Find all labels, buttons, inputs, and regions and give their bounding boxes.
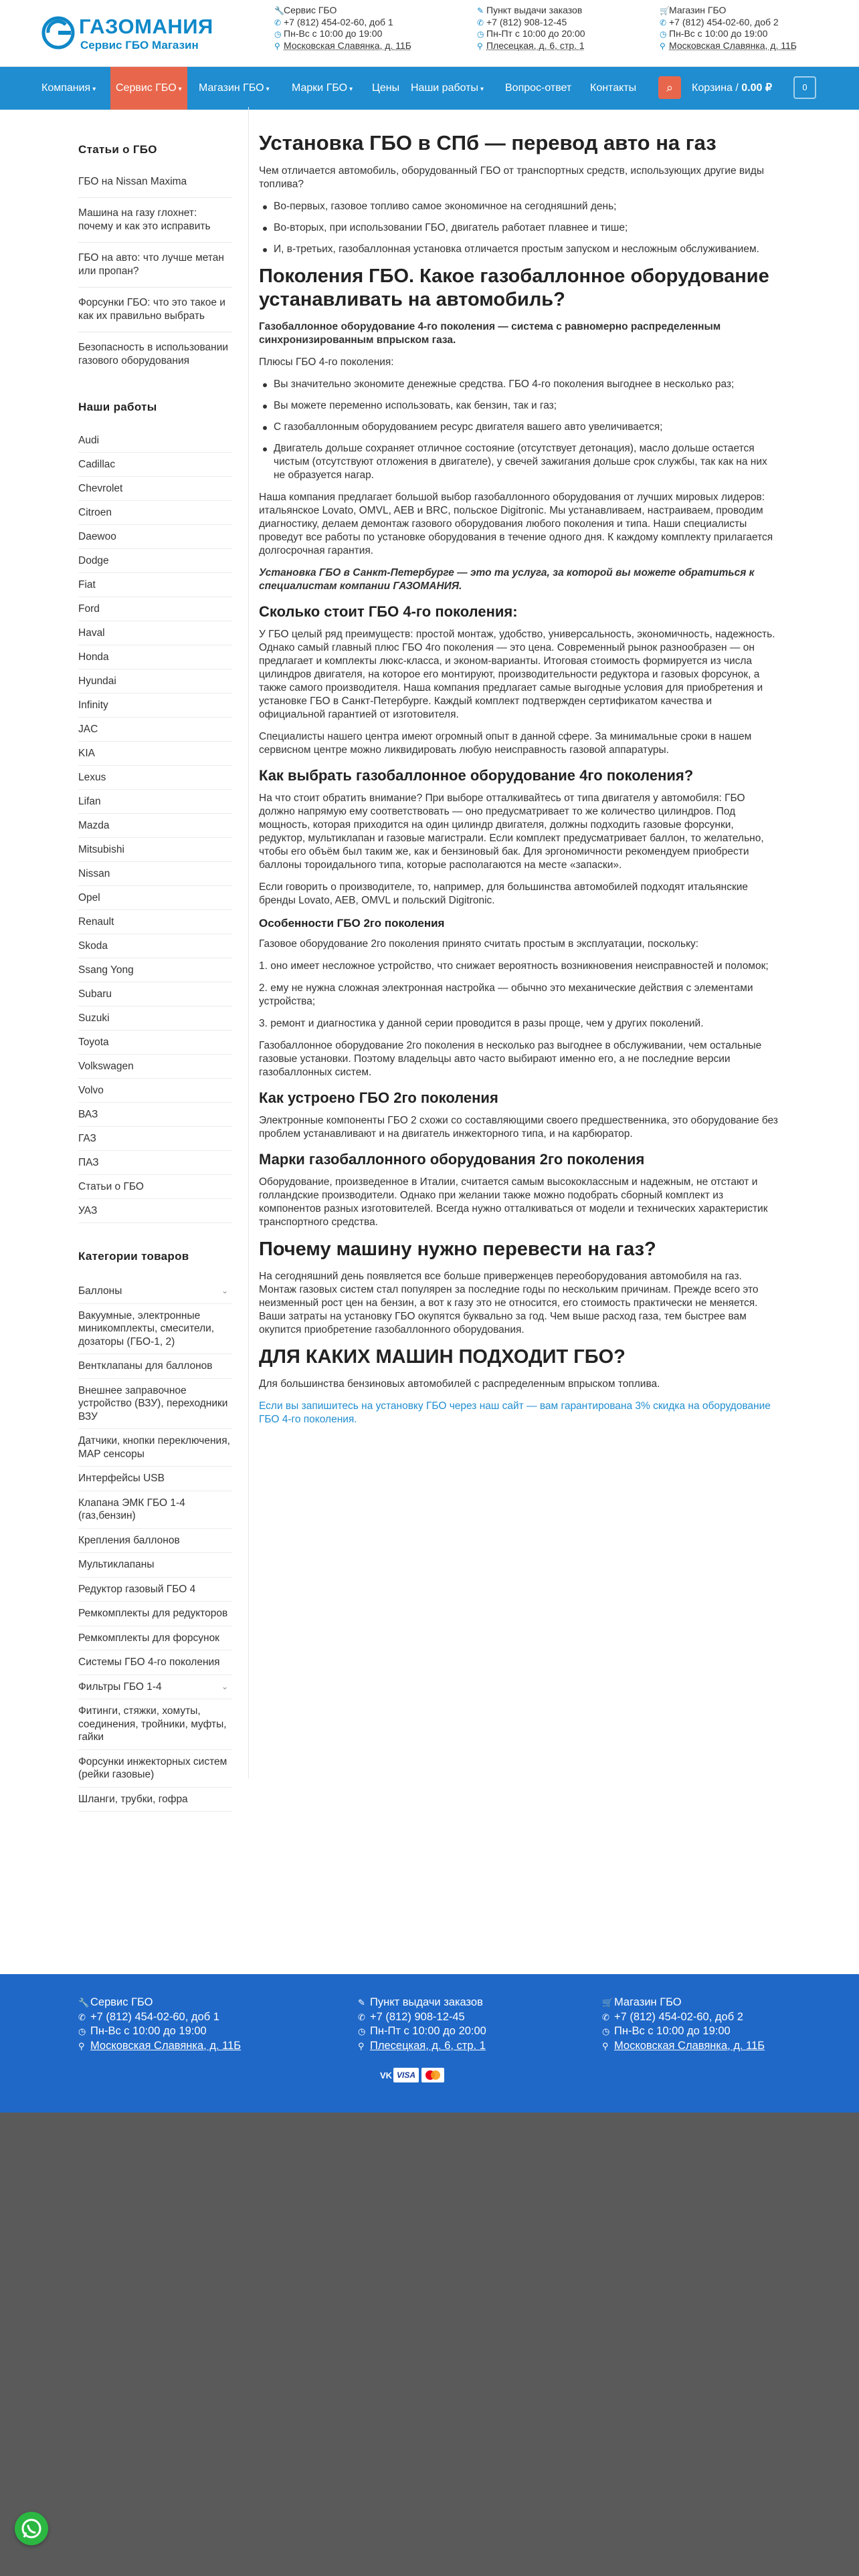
category-label: Ремкомплекты для форсунок — [78, 1632, 219, 1644]
section-heading: Марки газобаллонного оборудования 2го поколения — [259, 1151, 645, 1168]
sidebar-works-list — [78, 429, 232, 1223]
contact-phone[interactable]: +7 (812) 908-12-45 — [486, 16, 567, 27]
paragraph: Для большинства бензиновых автомобилей с распределенным впрыском топлива. — [259, 1378, 660, 1390]
list-item: Во-первых, газовое топливо самое экономичное на сегодняшний день; — [259, 200, 781, 213]
category-label: Крепления баллонов — [78, 1534, 180, 1546]
contact-name: Магазин ГБО — [614, 1996, 682, 2008]
sidebar-category-link[interactable] — [78, 1553, 232, 1578]
site-header — [0, 0, 859, 67]
nav-company[interactable]: Компания ▾ — [41, 82, 96, 94]
sidebar-work-link[interactable]: ПАЗ — [78, 1151, 232, 1175]
paragraph: У ГБО целый ряд преимуществ: простой монтаж, удобство, универсальность, экономичность, надежность. Однако самый главный плюс ГБО 4го поколения — это цена. Современный рынок разнообразен — он предлагает и комплекты люкс-класса, и эконом-варианты. Итоговая стоимость формируется из числа цилиндров двигателя, на которое его монтируют, производительности редуктора и газовых форсунок, а также самого производителя. Наша компания предлагает самые выгодные условия для приобретения и установке ГБО в Санкт-Петербурге. Каждый комплект подтвержден сертификатом качества и официальной гарантией от изготовителя. — [259, 629, 775, 720]
sidebar-work-link[interactable]: ГАЗ — [78, 1127, 232, 1151]
paragraph: Электронные компоненты ГБО 2 схожи со составляющими своего предшественника, это оборудование без проблем устанавливают и на двигатель инжекторного типа, и на карбюратор. — [259, 1115, 778, 1140]
cart-link[interactable] — [692, 67, 772, 110]
paragraph: Если говорить о производителе, то, например, для большинства автомобилей подходят итальянские бренды Lovato, AEB, OMVL и польский Digitronic. — [259, 881, 749, 906]
sidebar-work-link[interactable]: Toyota — [78, 1031, 232, 1055]
paragraph: Плюсы ГБО 4-го поколения: — [259, 356, 394, 368]
contact-phone[interactable]: +7 (812) 454-02-60, доб 2 — [614, 2010, 743, 2023]
cart-label: Корзина / — [692, 82, 739, 94]
list-item: Двигатель дольше сохраняет отличное состояние (отсутствует детонация), масло дольше остается чистым (отсутствуют отложения в двигателе), у свечей зажигания дольше срок службы, так как на них не образуется нагар. — [259, 442, 781, 482]
contact-name: Пункт выдачи заказов — [486, 5, 583, 15]
list-item: С газобаллонным оборудованием ресурс двигателя вашего авто увеличивается; — [259, 421, 781, 434]
nav-faq[interactable]: Вопрос-ответ — [505, 82, 572, 94]
sidebar-article-link[interactable]: ГБО на авто: что лучше метан или пропан? — [78, 243, 232, 288]
sidebar-work-link[interactable]: Suzuki — [78, 1006, 232, 1031]
sidebar-article-link[interactable]: ГБО на Nissan Maxima — [78, 175, 232, 198]
map-pin-icon: ⚲ — [602, 2040, 609, 2051]
chevron-down-icon: ▾ — [480, 86, 484, 93]
phone-icon: ✆ — [660, 17, 667, 27]
map-pin-icon: ⚲ — [274, 41, 280, 51]
sidebar-category-link[interactable] — [78, 1578, 232, 1602]
section-heading: ДЛЯ КАКИХ МАШИН ПОДХОДИТ ГБО? — [259, 1346, 626, 1368]
cart-count: 0 — [802, 82, 807, 92]
paragraph: На сегодняшний день появляется все больше приверженцев переоборудования автомобиля на газ. Монтаж газовых систем стал популярен за последние годы по нескольким причинам. Прежде всего это неизменный рост цен на бензин, а вот к газу это не относится, его стоимость практически не меняется. Ваши затраты на установку ГБО окупятся буквально за год. Чем выше расход газа, тем быстрее вам окупится приобретение газобаллонного оборудования. — [259, 1271, 759, 1335]
mastercard-icon — [421, 2068, 444, 2082]
chevron-down-icon: ▾ — [349, 86, 353, 93]
nav-service[interactable]: Сервис ГБО ▾ — [110, 67, 187, 110]
sidebar-articles-title: Статьи о ГБО — [78, 143, 157, 156]
footer-contact-service — [78, 1996, 241, 2053]
whatsapp-button[interactable] — [15, 2512, 48, 2545]
whatsapp-icon — [15, 2512, 48, 2545]
list-item: Вы значительно экономите денежные средства. ГБО 4-го поколения выгоднее в несколько раз; — [259, 378, 781, 391]
sidebar — [78, 143, 232, 1812]
chevron-down-icon: ▾ — [266, 86, 270, 93]
paragraph: 1. оно имеет несложное устройство, что снижает вероятность возникновения неисправностей и поломок; — [259, 960, 769, 972]
header-contact-shop — [660, 5, 797, 51]
discount-link[interactable]: Если вы запишитесь на установку ГБО через наш сайт — вам гарантирована 3% скидка на оборудование ГБО 4-го поколения. — [259, 1400, 771, 1425]
sidebar-works-title: Наши работы — [78, 401, 157, 413]
sidebar-work-link[interactable]: JAC — [78, 718, 232, 742]
paragraph: 2. ему не нужна сложная электронная настройка — обычно это механические действия с элементами устройства; — [259, 982, 753, 1007]
sidebar-work-link[interactable]: Mazda — [78, 814, 232, 838]
section-heading: Почему машину нужно перевести на газ? — [259, 1239, 656, 1260]
sidebar-work-link[interactable]: Haval — [78, 621, 232, 645]
sidebar-category-link[interactable] — [78, 1429, 232, 1467]
category-label: Шланги, трубки, гофра — [78, 1793, 188, 1805]
category-label: Внешнее заправочное устройство (ВЗУ), переходники ВЗУ — [78, 1384, 228, 1422]
sidebar-work-link[interactable]: УАЗ — [78, 1199, 232, 1223]
sidebar-category-link[interactable] — [78, 1491, 232, 1529]
map-pin-icon: ⚲ — [358, 2040, 365, 2051]
sidebar-work-link[interactable]: Opel — [78, 886, 232, 910]
contact-name: Сервис ГБО — [284, 5, 337, 15]
search-button[interactable] — [658, 76, 681, 99]
nav-works[interactable]: Наши работы ▾ — [411, 82, 484, 94]
wrench-icon: 🔧 — [78, 1998, 90, 2008]
category-label: Фитинги, стяжки, хомуты, соединения, тройники, муфты, гайки — [78, 1705, 227, 1743]
logo-subtitle: Сервис ГБО Магазин — [80, 39, 199, 51]
sidebar-work-link[interactable]: ВАЗ — [78, 1103, 232, 1127]
sidebar-work-link[interactable]: Lexus — [78, 766, 232, 790]
clock-icon: ◷ — [358, 2026, 366, 2036]
logo-title: ГАЗОМАНИЯ — [79, 15, 213, 38]
chevron-down-icon[interactable]: ⌄ — [221, 1286, 228, 1295]
chevron-down-icon: ▾ — [92, 86, 96, 93]
sidebar-work-link[interactable]: Ssang Yong — [78, 958, 232, 982]
category-label: Ремкомплекты для редукторов — [78, 1608, 228, 1619]
category-label: Вакуумные, электронные миникомплекты, смесители, дозаторы (ГБО-1, 2) — [78, 1309, 215, 1348]
sidebar-work-link[interactable]: Audi — [78, 429, 232, 453]
phone-icon: ✆ — [477, 17, 484, 27]
contact-hours: Пн-Пт с 10:00 до 20:00 — [486, 28, 585, 39]
nav-shop[interactable]: Магазин ГБО ▾ — [199, 82, 270, 94]
cart-count-button[interactable] — [793, 76, 816, 99]
contact-address[interactable]: Московская Славянка, д. 11Б — [90, 2039, 242, 2052]
sidebar-category-link[interactable] — [78, 1467, 232, 1491]
category-label: Редуктор газовый ГБО 4 — [78, 1583, 196, 1595]
visa-icon: VISA — [393, 2068, 419, 2082]
contact-name: Магазин ГБО — [669, 5, 727, 15]
category-label: Мультиклапаны — [78, 1559, 155, 1570]
sidebar-category-link[interactable] — [78, 1650, 232, 1675]
map-pin-icon: ⚲ — [660, 41, 666, 51]
sidebar-work-link[interactable]: Skoda — [78, 934, 232, 958]
page-title: Установка ГБО в СПб — перевод авто на газ — [259, 131, 717, 154]
contact-address[interactable]: Плесецкая, д. 6, стр. 1 — [486, 39, 585, 51]
sidebar-category-link[interactable] — [78, 1379, 232, 1430]
clock-icon: ◷ — [660, 29, 667, 39]
sidebar-work-link[interactable]: Fiat — [78, 573, 232, 597]
sidebar-article-link[interactable]: Форсунки ГБО: что это такое и как их правильно выбрать — [78, 288, 232, 332]
sidebar-work-link[interactable]: Mitsubishi — [78, 838, 232, 862]
sidebar-category-link[interactable] — [78, 1529, 232, 1553]
sidebar-category-link[interactable] — [78, 1602, 232, 1626]
sidebar-work-link[interactable]: Lifan — [78, 790, 232, 814]
sidebar-category-link[interactable] — [78, 1699, 232, 1750]
sidebar-work-link[interactable]: Infinity — [78, 693, 232, 718]
map-pin-icon: ⚲ — [477, 41, 483, 51]
clock-icon: ◷ — [602, 2026, 610, 2036]
footer-contact-pickup — [358, 1996, 486, 2053]
pencil-icon: ✎ — [477, 6, 484, 15]
paragraph: Газобаллонное оборудование 4-го поколения — система с равномерно распределенным синхронизированным впрыском газа. — [259, 321, 721, 346]
main-nav — [0, 67, 859, 110]
article-content — [259, 130, 781, 1435]
paragraph: Газобаллонное оборудование 2го поколения в несколько раз выгоднее в обслуживании, чем остальные газовые установки. Поэтому владельцы авто часто выбирают именно его, а не последние версии газобаллонных систем. — [259, 1040, 762, 1078]
category-label: Датчики, кнопки переключения, MAP сенсоры — [78, 1435, 230, 1460]
section-heading: Как выбрать газобаллонное оборудование 4го поколения? — [259, 767, 694, 784]
contact-hours: Пн-Вс с 10:00 до 19:00 — [284, 28, 383, 39]
sidebar-category-link[interactable] — [78, 1354, 232, 1379]
sidebar-article-link[interactable]: Машина на газу глохнет: почему и как это исправить — [78, 198, 232, 243]
map-pin-icon: ⚲ — [78, 2040, 85, 2051]
sidebar-categories-list — [78, 1279, 232, 1812]
phone-icon: ✆ — [274, 17, 282, 27]
contact-phone[interactable]: +7 (812) 454-02-60, доб 1 — [90, 2010, 219, 2023]
contact-address[interactable]: Московская Славянка, д. 11Б — [614, 2039, 765, 2052]
clock-icon: ◷ — [477, 29, 484, 39]
sidebar-category-link[interactable] — [78, 1626, 232, 1651]
phone-icon: ✆ — [602, 2012, 609, 2022]
chevron-down-icon[interactable]: ⌄ — [221, 1681, 228, 1691]
contact-phone[interactable]: +7 (812) 454-02-60, доб 2 — [669, 16, 779, 27]
category-label: Интерфейсы USB — [78, 1473, 165, 1484]
sidebar-work-link[interactable]: Daewoo — [78, 525, 232, 549]
contact-phone[interactable]: +7 (812) 454-02-60, доб 1 — [284, 16, 393, 27]
sidebar-work-link[interactable]: Nissan — [78, 862, 232, 886]
phone-icon: ✆ — [78, 2012, 86, 2022]
contact-hours: Пн-Вс с 10:00 до 19:00 — [614, 2025, 731, 2037]
clock-icon: ◷ — [274, 29, 282, 39]
logo-mark-icon — [41, 16, 75, 49]
paragraph: Специалисты нашего центра имеют огромный опыт в данной сфере. За минимальные сроки в нашем сервисном центре можно ликвидировать любую неисправность газовой аппаратуры. — [259, 731, 752, 756]
paragraph: Оборудование, произведенное в Италии, считается самым высококлассным и надежным, не отстают и голландские производители. Однако при желании также можно подобрать сборный комплект из компонентов разных изготовителей. Всегда нужно отталкиваться от модели и технических характеристик транспортного средства. — [259, 1176, 768, 1228]
section-heading: Поколения ГБО. Какое газобаллонное оборудование устанавливать на автомобиль? — [259, 265, 769, 310]
sidebar-article-link[interactable]: Безопасность в использовании газового оборудования — [78, 342, 229, 366]
sidebar-work-link[interactable]: Subaru — [78, 982, 232, 1006]
category-label: Системы ГБО 4-го поколения — [78, 1656, 220, 1668]
sidebar-work-link[interactable]: Citroen — [78, 501, 232, 525]
sidebar-work-link[interactable]: Chevrolet — [78, 477, 232, 501]
column-divider — [248, 107, 249, 1779]
contact-address[interactable]: Московская Славянка, д. 11Б — [669, 39, 797, 51]
header-contact-service — [274, 5, 411, 51]
page-bottom-area — [0, 2113, 859, 2576]
sidebar-category-link[interactable] — [78, 1675, 232, 1700]
pencil-icon: ✎ — [358, 1998, 365, 2008]
category-label: Вентклапаны для баллонов — [78, 1360, 213, 1372]
footer-contact-shop — [602, 1996, 765, 2053]
section-heading: Сколько стоит ГБО 4-го поколения: — [259, 603, 518, 620]
list-item: Во-вторых, при использовании ГБО, двигатель работает плавнее и тише; — [259, 221, 781, 235]
contact-hours: Пн-Пт с 10:00 до 20:00 — [370, 2025, 486, 2037]
category-label: Фильтры ГБО 1-4 — [78, 1681, 162, 1693]
paragraph: На что стоит обратить внимание? При выборе отталкивайтесь от типа двигателя у автомобиля: ГБО должно напрямую ему соответствовать — оно предусматривает то же количество цилиндров. Под мощность, которая приходится на один цилиндр двигателя, должны подходить газовые форсунки, редуктор, мультиклапан и газовые магистрали. Если комплект предусматривает баллон, то желательно, чтобы его объём был таким же, как и бензиновый бак. Для эргономичности рекомендуем приобрести баллоны тороидального типа, которые располагаются на месте «запаски». — [259, 792, 764, 871]
sidebar-work-link[interactable]: Honda — [78, 645, 232, 669]
contact-hours: Пн-Вс с 10:00 до 19:00 — [669, 28, 768, 39]
paragraph: Наша компания предлагает большой выбор газобаллонного оборудования от лучших мировых лидеров: итальянское Lovato, OMVL, AEB и BRC, польское Digitronic. Мы устанавливаем, настраиваем, проводим диагностику, делаем демонтаж газового оборудования любого поколения и типа. Наши специалисты проведут все работы по установке оборудования в течение одного дня. К каждому комплекту прилагается долгосрочная гарантия. — [259, 492, 773, 556]
section-heading: Особенности ГБО 2го поколения — [259, 917, 445, 930]
nav-prices[interactable]: Цены — [372, 82, 400, 94]
paragraph: 3. ремонт и диагностика у данной серии проводится в разы проще, чем у других поколений. — [259, 1018, 704, 1029]
sidebar-category-link[interactable] — [78, 1750, 232, 1788]
category-label: Баллоны — [78, 1285, 122, 1297]
list-item: Вы можете переменно использовать, как бензин, так и газ; — [259, 399, 781, 413]
sidebar-work-link[interactable]: Volkswagen — [78, 1055, 232, 1079]
sidebar-work-link[interactable]: Volvo — [78, 1079, 232, 1103]
wrench-icon: 🔧 — [274, 6, 284, 15]
chevron-down-icon: ▾ — [178, 86, 182, 93]
contact-address[interactable]: Московская Славянка, д. 11Б — [284, 39, 411, 51]
contact-phone[interactable]: +7 (812) 908-12-45 — [370, 2010, 465, 2023]
search-icon: ⌕ — [666, 81, 674, 94]
sidebar-work-link[interactable]: Статьи о ГБО — [78, 1175, 232, 1199]
contact-hours: Пн-Вс с 10:00 до 19:00 — [90, 2025, 207, 2037]
sidebar-work-link[interactable]: KIA — [78, 742, 232, 766]
paragraph: Газовое оборудование 2го поколения принято считать простым в эксплуатации, поскольку: — [259, 938, 699, 950]
header-contact-pickup — [477, 5, 585, 51]
contact-address[interactable]: Плесецкая, д. 6, стр. 1 — [370, 2039, 486, 2052]
paragraph: Установка ГБО в Санкт-Петербурге — это та услуга, за которой вы можете обратиться к специалистам компании ГАЗОМАНИЯ. — [259, 567, 755, 592]
phone-icon: ✆ — [358, 2012, 365, 2022]
sidebar-work-link[interactable]: Hyundai — [78, 669, 232, 693]
sidebar-work-link[interactable]: Cadillac — [78, 453, 232, 477]
sidebar-articles-list — [78, 175, 232, 377]
cart-total: 0.00 ₽ — [741, 82, 773, 94]
nav-contacts[interactable]: Контакты — [590, 82, 637, 94]
sidebar-category-link[interactable] — [78, 1304, 232, 1355]
site-footer — [0, 1974, 859, 2113]
vk-icon[interactable]: VK — [380, 2070, 393, 2080]
cart-icon: 🛒 — [602, 1998, 613, 2008]
paragraph: Чем отличается автомобиль, оборудованный ГБО от транспортных средств, использующих другие виды топлива? — [259, 165, 764, 190]
bullet-list — [259, 200, 781, 256]
sidebar-categories-title: Категории товаров — [78, 1250, 189, 1263]
category-label: Форсунки инжекторных систем (рейки газовые) — [78, 1755, 227, 1780]
sidebar-category-link[interactable] — [78, 1279, 232, 1304]
list-item: И, в-третьих, газобаллонная установка отличается простым запуском и несложным обслуживанием. — [259, 243, 781, 256]
clock-icon: ◷ — [78, 2026, 86, 2036]
sidebar-work-link[interactable]: Ford — [78, 597, 232, 621]
bullet-list — [259, 378, 781, 482]
sidebar-work-link[interactable]: Dodge — [78, 549, 232, 573]
logo[interactable] — [41, 12, 222, 52]
sidebar-work-link[interactable]: Renault — [78, 910, 232, 934]
category-label: Клапана ЭМК ГБО 1-4 (газ,бензин) — [78, 1497, 185, 1521]
nav-brands[interactable]: Марки ГБО ▾ — [292, 82, 353, 94]
cart-icon: 🛒 — [660, 6, 670, 15]
section-heading: Как устроено ГБО 2го поколения — [259, 1089, 498, 1106]
contact-name: Сервис ГБО — [90, 1996, 153, 2008]
contact-name: Пункт выдачи заказов — [370, 1996, 483, 2008]
sidebar-category-link[interactable] — [78, 1788, 232, 1812]
